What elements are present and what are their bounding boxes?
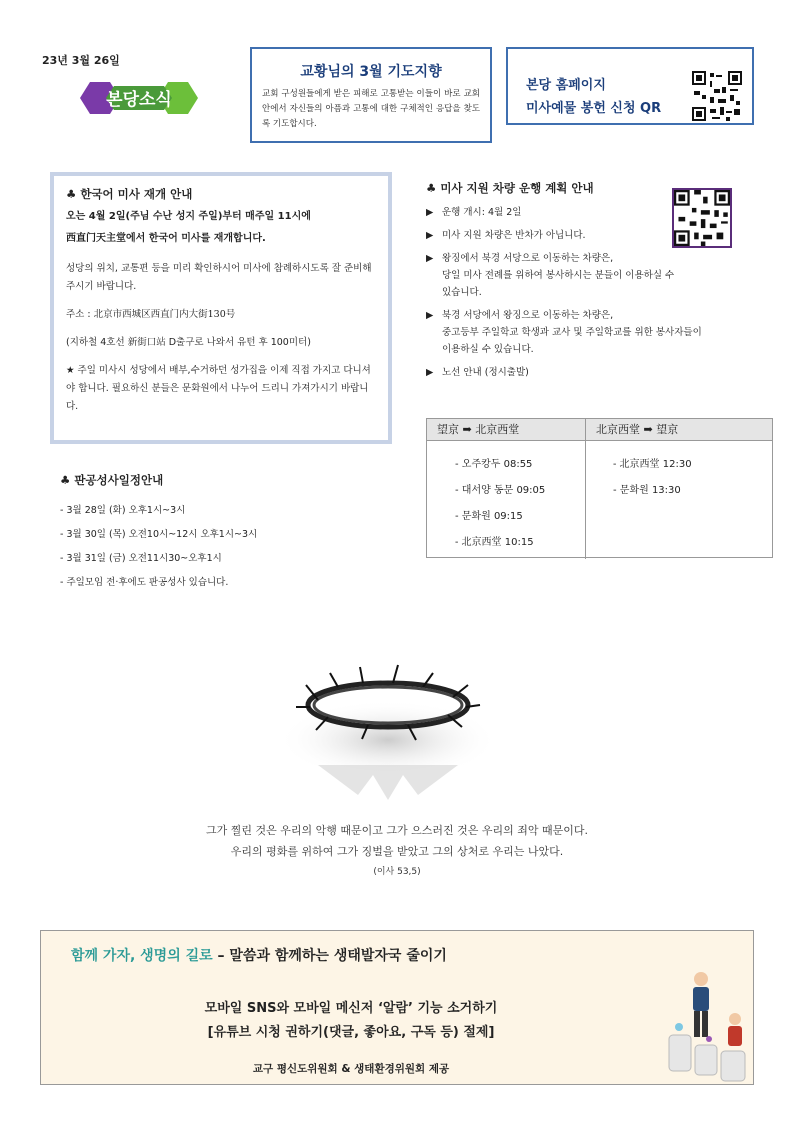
verse-line2: 우리의 평화를 위하여 그가 징벌을 받았고 그의 상처로 우리는 나았다. [230,845,564,858]
vehicle-item: ▶ 미사 지원 차량은 반차가 아닙니다. [426,230,586,241]
route-stop: - 오주캉두 08:55 [455,459,533,470]
hymnal-note: ★ 주일 미사시 성당에서 배부,수거하던 성가집을 이제 직접 가지고 다니셔야 합니다. 필요하신 분들은 문화원에서 나누어 드리니 가져가시기 바랍니다. [66,365,371,412]
vehicle-qr-code[interactable] [672,188,732,248]
homepage-qr-code[interactable] [692,71,742,121]
people-illustration [661,961,751,1083]
confession-item: - 3월 28일 (화) 오후1시~3시 [60,505,186,516]
route-stop: - 문화원 13:30 [613,485,681,496]
korean-mass-title: ♣ 한국어 미사 재개 안내 [66,187,193,201]
qr-box-line2: 미사예물 봉헌 신청 QR [526,101,662,116]
route-stop: - 대서양 동문 09:05 [455,485,546,496]
vehicle-item-cont: 당일 미사 전례를 위하여 봉사하시는 분들이 이용하실 수 [442,270,675,281]
ecology-title [71,945,447,965]
vehicle-item-cont: 있습니다. [442,287,482,298]
vehicle-item-cont: 중고등부 주일학교 학생과 교사 및 주일학교를 위한 봉사자들이 [442,327,702,338]
ecology-campaign-box [40,930,754,1085]
route-header-to-wangjing: 北京西堂 ➡ 望京 [586,419,772,441]
vehicle-item: ▶ 노선 안내 (정시출발) [426,367,529,378]
verse-reference: (이사 53,5) [373,867,421,877]
ecology-line1: 모바일 SNS와 모바일 메신저 ‘알람’ 기능 소거하기 [204,1001,498,1016]
subway-directions [66,334,376,352]
route-stop: - 문화원 09:15 [455,511,523,522]
directions-station: 新街口站 [127,337,166,348]
vehicle-item: ▶ 북경 서당에서 왕징으로 이동하는 차량은, [426,310,614,321]
directions-prefix: (지하철 4호선 [66,337,125,348]
parish-news-logo [76,78,202,118]
vehicle-item-cont: 이용하실 수 있습니다. [442,344,534,355]
ecology-line2: [유튜브 시청 권하기(댓글, 좋아요, 구독 등) 절제] [207,1025,495,1040]
route-stop: - 北京西堂 12:30 [613,459,692,470]
confession-title: ♣ 판공성사일정안내 [60,473,164,487]
qr-box-line1: 본당 홈페이지 [526,78,606,93]
route-header-to-church: 望京 ➡ 北京西堂 [427,419,585,441]
confession-schedule [60,472,257,588]
korean-mass-bold-line1: 오는 4월 2일(주님 수난 성지 주일)부터 매주일 11시에 [66,211,311,222]
vehicle-item: ▶ 왕징에서 북경 서당으로 이동하는 차량은, [426,253,614,264]
korean-mass-para1: 성당의 위치, 교통편 등을 미리 확인하시어 미사에 참례하시도록 잘 준비해주시기 바랍니다. [66,263,372,292]
korean-mass-notice [50,172,392,444]
route-table [426,418,773,558]
confession-item: - 3월 30일 (목) 오전10시~12시 오후1시~3시 [60,529,258,540]
crown-of-thorns-image [258,645,518,800]
address-label: 주소 : [66,309,91,320]
korean-mass-bold-line2: 西直门天主堂에서 한국어 미사를 재개합니다. [66,233,266,244]
vehicle-item: ▶ 운행 개시: 4월 2일 [426,207,522,218]
pope-intention-title: 교황님의 3월 기도지향 [300,64,442,80]
pope-intention-body: 교회 구성원들에게 받은 피해로 고통받는 이들이 바로 교회 안에서 자신들의 아픔과 고통에 대한 구체적인 응답을 찾도록 기도합시다. [262,89,480,129]
homepage-qr-box [506,47,754,125]
logo-text: 본당소식 [106,90,172,110]
ecology-credit: 교구 평신도위원회 & 생태환경위원회 제공 [252,1063,450,1075]
ecology-title-rest: – 말씀과 함께하는 생태발자국 줄이기 [212,948,447,964]
confession-item: - 3월 31일 (금) 오전11시30~오후1시 [60,553,222,564]
vehicle-title: ♣ 미사 지원 차량 운행 계획 안내 [426,181,594,195]
address-value: 北京市西城区西直门内大街130号 [93,309,236,320]
ecology-title-green: 함께 가자, 생명의 길로 [71,948,213,964]
confession-item: - 주일모임 전·후에도 판공성사 있습니다. [60,577,229,588]
route-stop: - 北京西堂 10:15 [455,537,534,548]
pope-intention-box [250,47,492,143]
directions-suffix: D출구로 나와서 유턴 후 100미터) [168,337,311,348]
verse-line1: 그가 찔린 것은 우리의 악행 때문이고 그가 으스러진 것은 우리의 죄악 때문이다. [206,824,588,837]
issue-date: 23년 3월 26일 [42,54,120,67]
church-address [66,306,376,324]
